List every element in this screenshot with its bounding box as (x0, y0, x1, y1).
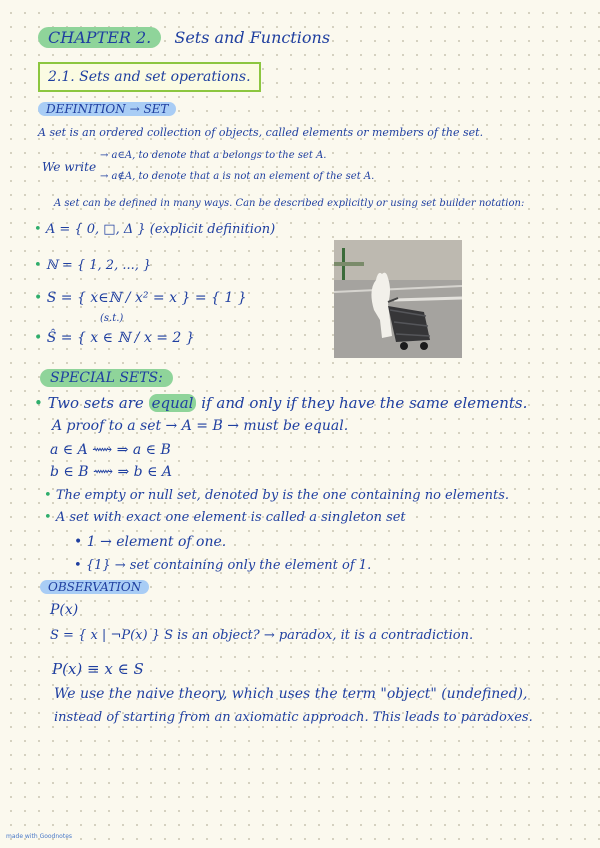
observation-heading: OBSERVATION (40, 580, 149, 594)
example-1: • A = { 0, □, Δ } (explicit definition) (34, 222, 276, 237)
special-line-1: • Two sets are equal if and only if they have the same elements. (34, 394, 528, 412)
bullet-icon: • (44, 488, 52, 503)
section-title: 2.1. Sets and set operations. (38, 62, 261, 92)
bullet-icon: • (34, 330, 43, 346)
bullet-icon: • (44, 510, 52, 525)
observation-line-1: P(x) (50, 602, 79, 618)
cat-photo (334, 240, 462, 358)
special-sets-heading: SPECIAL SETS: (40, 370, 173, 386)
special-line-6: • A set with exact one element is called a singleton set (44, 510, 406, 525)
bullet-icon: • (34, 290, 43, 306)
chapter-heading (38, 28, 330, 47)
special-line-2: A proof to a set → A = B → must be equal. (52, 418, 349, 434)
special-line-3: a ∈ A ⟿ ⇒ a ∈ B (50, 442, 171, 458)
write-line-1: → a∈A, to denote that a belongs to the set A. (100, 150, 327, 161)
bullet-icon: • (74, 558, 82, 573)
special-line-4: b ∈ B ⟿ ⇒ b ∈ A (50, 464, 173, 480)
observation-line-3: P(x) ≡ x ∈ S (52, 660, 144, 678)
example-4: • Ŝ = { x ∈ ℕ / x = 2 } (34, 330, 195, 346)
bullet-icon: • (34, 222, 42, 237)
definition-heading: DEFINITION → SET (38, 102, 176, 116)
special-line-8: • {1} → set containing only the element of 1. (74, 558, 372, 573)
chapter-number: CHAPTER 2. (38, 27, 161, 48)
example-3: • S = { x∈ℕ / x² = x } = { 1 } (34, 290, 247, 306)
bullet-icon: • (34, 258, 42, 273)
bullet-icon: • (74, 534, 83, 550)
write-line-2: → a∉A, to denote that a is not an element of the set A. (100, 171, 375, 182)
special-line-5: • The empty or null set, denoted by is the one containing no elements. (44, 488, 510, 503)
observation-line-2: S = { x | ¬P(x) } S is an object? → paradox, it is a contradiction. (50, 628, 474, 643)
we-write-label: We write (42, 160, 97, 174)
goodnotes-logo: made with Goodnotes (6, 833, 73, 840)
bullet-icon: • (34, 394, 43, 412)
observation-line-4: We use the naive theory, which uses the term "object" (undefined), (54, 686, 528, 702)
example-3-note: (s.t.) (100, 313, 124, 324)
special-line-7: • 1 → element of one. (74, 534, 227, 550)
example-2: • ℕ = { 1, 2, ..., } (34, 258, 152, 273)
observation-line-5: instead of starting from an axiomatic approach. This leads to paradoxes. (54, 710, 533, 725)
definition-ways: A set can be defined in many ways. Can be described explicitly or using set builder notation: (54, 198, 525, 209)
definition-line: A set is an ordered collection of objects, called elements or members of the set. (38, 126, 484, 139)
cat-with-cart-image (334, 240, 462, 358)
chapter-subtitle: Sets and Functions (174, 28, 331, 47)
